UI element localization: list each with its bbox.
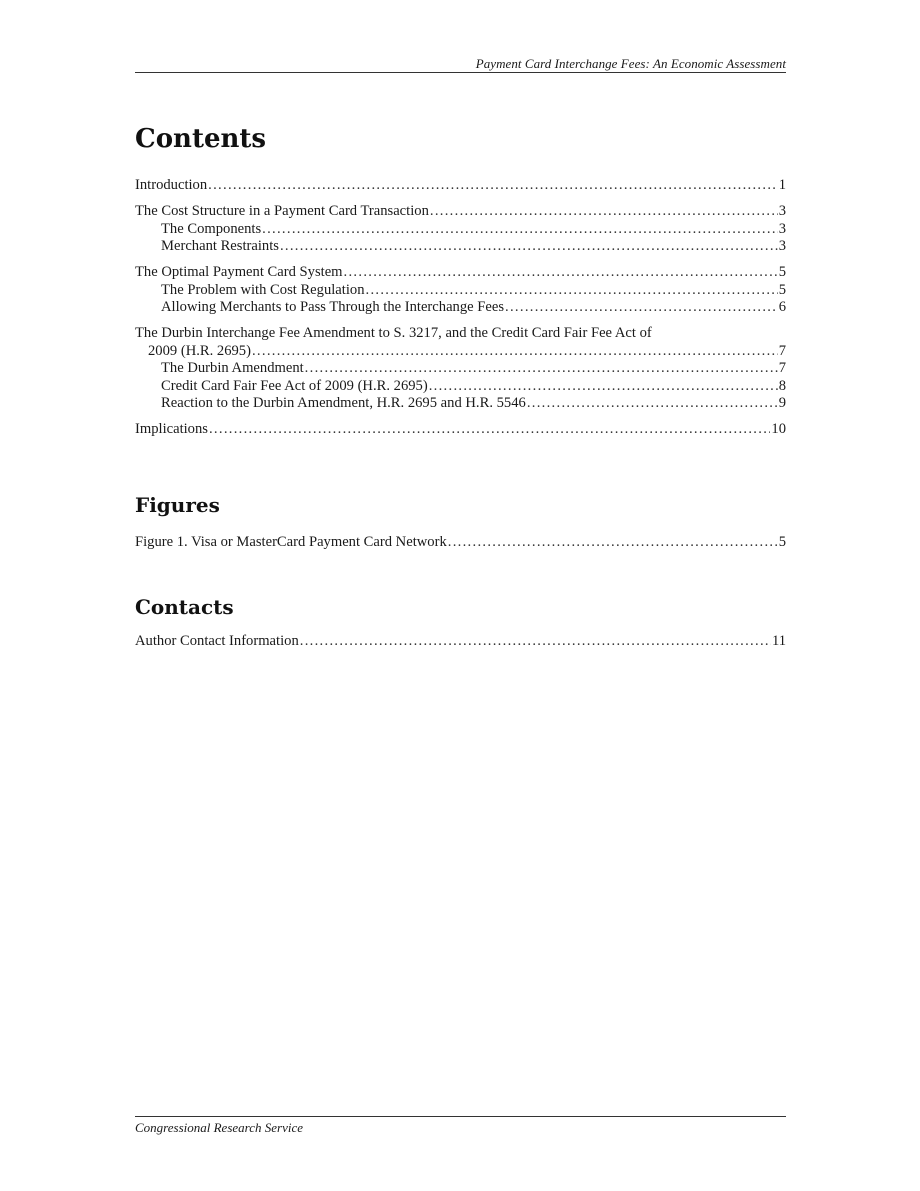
contents-list (135, 177, 786, 439)
dot-leader (344, 264, 778, 282)
toc-entry-label: Implications (135, 421, 208, 437)
figures-heading: Figures (135, 493, 220, 517)
toc-page-number: 3 (778, 220, 786, 237)
running-footer: Congressional Research Service (135, 1120, 303, 1135)
toc-page-number: 5 (778, 534, 786, 550)
toc-page-number: 7 (778, 342, 786, 359)
toc-page-number: 1 (778, 177, 786, 193)
toc-entry-label: Allowing Merchants to Pass Through the Interchange Fees (161, 299, 505, 315)
contacts-list (135, 633, 786, 651)
toc-entry-label: The Problem with Cost Regulation (161, 281, 365, 298)
toc-page-number: 6 (778, 299, 786, 315)
toc-entry-label: Author Contact Information (135, 633, 299, 649)
toc-entry-implications[interactable] (135, 421, 786, 439)
dot-leader (262, 221, 778, 239)
toc-entry-label: The Cost Structure in a Payment Card Transaction (135, 203, 429, 219)
dot-leader (366, 282, 778, 300)
dot-leader (448, 534, 778, 552)
running-header: Payment Card Interchange Fees: An Economic Assessment (475, 56, 786, 71)
dot-leader (527, 395, 778, 413)
toc-entry-introduction[interactable] (135, 177, 786, 195)
toc-entry-label: The Components (161, 220, 262, 237)
toc-page-number: 11 (771, 633, 786, 649)
toc-entry-label: Merchant Restraints (161, 238, 279, 254)
contacts-heading: Contacts (135, 595, 234, 619)
toc-entry-optimal-system[interactable] (135, 264, 786, 282)
toc-page-number: 8 (778, 377, 786, 394)
dot-leader (208, 177, 778, 195)
toc-page-number: 7 (778, 360, 786, 376)
dot-leader (280, 238, 778, 256)
dot-leader (300, 633, 771, 651)
toc-entry-components[interactable] (135, 221, 786, 239)
toc-entry-reaction[interactable] (135, 395, 786, 413)
toc-entry-label-line1: The Durbin Interchange Fee Amendment to S. 3217, and the Credit Card Fair Fee Act of (135, 325, 652, 341)
dot-leader (252, 343, 778, 361)
dot-leader (305, 360, 778, 378)
dot-leader (429, 378, 778, 396)
toc-entry-merchant-restraints[interactable] (135, 238, 786, 256)
toc-entry-label: Figure 1. Visa or MasterCard Payment Card Network (135, 534, 447, 550)
toc-page-number: 3 (778, 238, 786, 254)
toc-entry-label: Credit Card Fair Fee Act of 2009 (H.R. 2695) (161, 377, 428, 394)
toc-entry-fair-fee-act[interactable] (135, 378, 786, 396)
toc-page-number: 5 (778, 281, 786, 298)
figures-list (135, 534, 786, 552)
toc-entry-durbin-interchange[interactable] (135, 325, 786, 360)
toc-entry-cost-structure[interactable] (135, 203, 786, 221)
toc-entry-pass-through[interactable] (135, 299, 786, 317)
dot-leader (209, 421, 770, 439)
footer-rule (135, 1116, 786, 1117)
toc-entry-label: The Optimal Payment Card System (135, 264, 343, 280)
toc-entry-figure-1[interactable] (135, 534, 786, 552)
toc-entry-label: Reaction to the Durbin Amendment, H.R. 2695 and H.R. 5546 (161, 395, 526, 411)
toc-page-number: 5 (778, 264, 786, 280)
toc-entry-label: The Durbin Amendment (161, 360, 304, 376)
toc-entry-continuation (135, 343, 786, 361)
toc-entry-label-line2: 2009 (H.R. 2695) (148, 342, 251, 359)
toc-entry-cost-regulation[interactable] (135, 282, 786, 300)
header-rule (135, 72, 786, 73)
toc-entry-label: Introduction (135, 177, 208, 193)
dot-leader (430, 203, 778, 221)
toc-entry-durbin-amendment[interactable] (135, 360, 786, 378)
toc-page-number: 10 (771, 421, 786, 437)
toc-page-number: 3 (778, 203, 786, 219)
toc-page-number: 9 (778, 395, 786, 411)
toc-entry-author-contact[interactable] (135, 633, 786, 651)
contents-heading: Contents (135, 124, 267, 154)
dot-leader (505, 299, 778, 317)
document-page (135, 0, 786, 1191)
